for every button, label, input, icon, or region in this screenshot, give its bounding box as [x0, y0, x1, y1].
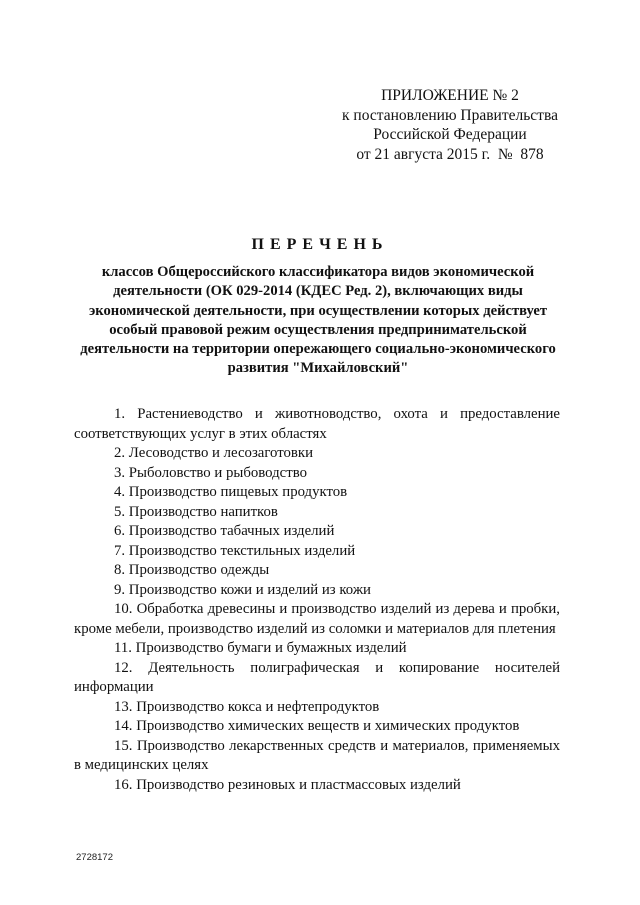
list-item: 8. Производство одежды — [114, 562, 270, 578]
document-title: ПЕРЕЧЕНЬ — [251, 236, 389, 253]
appendix-title: ПРИЛОЖЕНИЕ № 2 — [381, 87, 519, 104]
list-item: 4. Производство пищевых продуктов — [114, 484, 348, 500]
list-item: 1. Растениеводство и животноводство, охота и предоставление соответствующих услуг в этих областях — [74, 406, 560, 442]
list-item: 3. Рыболовство и рыбоводство — [114, 464, 307, 481]
activity-list — [74, 405, 560, 795]
appendix-line-decree: к постановлению Правительства — [342, 106, 558, 124]
list-item: 13. Производство кокса и нефтепродуктов — [114, 698, 380, 715]
list-item: 15. Производство лекарственных средств и материалов, применяемых в медицинских целях — [74, 737, 560, 773]
list-item: 10. Обработка древесины и производство изделий из дерева и пробки, кроме мебели, производство изделий из соломки и материалов для плетения — [74, 601, 560, 637]
list-item: 14. Производство химических веществ и химических продуктов — [114, 718, 520, 734]
appendix-block — [330, 86, 570, 164]
list-item: 6. Производство табачных изделий — [114, 523, 335, 539]
list-item: 16. Производство резиновых и пластмассовых изделий — [114, 776, 461, 793]
appendix-line-date-number: от 21 августа 2015 г. № 878 — [356, 145, 544, 163]
list-item: 9. Производство кожи и изделий из кожи — [114, 581, 371, 598]
list-item: 5. Производство напитков — [114, 503, 278, 520]
appendix-line-federation: Российской Федерации — [373, 126, 527, 143]
list-item: 11. Производство бумаги и бумажных изделий — [114, 640, 407, 656]
list-item: 7. Производство текстильных изделий — [114, 542, 356, 559]
document-number: 2728172 — [76, 852, 113, 863]
list-item: 2. Лесоводство и лесозаготовки — [114, 445, 314, 461]
document-subtitle: классов Общероссийского классификатора видов экономической деятельности (ОК 029-2014 (КДЕС Ред. 2), включающих виды экономической деятельности, при осуществлении которых действует особый правовой режим осуществления предпринимательской деятельности на территории опережающего социально-экономического развития "Михайловский" — [80, 264, 556, 377]
list-item: 12. Деятельность полиграфическая и копирование носителей информации — [74, 659, 560, 695]
